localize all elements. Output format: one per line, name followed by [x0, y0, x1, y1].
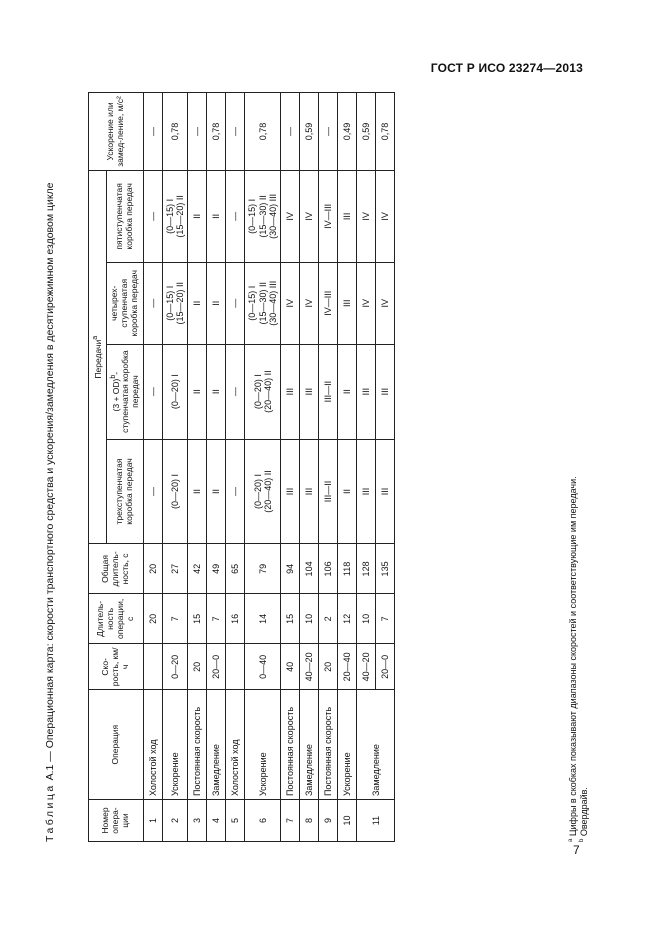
cell-gear3: III [300, 439, 319, 544]
cell-accel: 0,78 [207, 93, 226, 171]
cell-gear3: II [207, 439, 226, 544]
cell-gear5: III [338, 170, 357, 262]
cell-total-duration: 79 [245, 544, 281, 594]
table-row [226, 93, 245, 842]
table-row [281, 93, 300, 842]
cell-gear5: (0—15) I (15—30) II (30—40) III [245, 170, 281, 262]
cell-gear3od: III [281, 344, 300, 439]
cell-gear5: IV [281, 170, 300, 262]
cell-operation: Холостой ход [143, 690, 162, 800]
cell-speed [226, 644, 245, 690]
cell-accel: — [188, 93, 207, 171]
cell-gear3od: III—II [319, 344, 338, 439]
table-notes [568, 476, 590, 842]
cell-speed: 20 [319, 644, 338, 690]
cell-accel: — [143, 93, 162, 171]
col-total-duration: Общая длитель-ность, с [89, 544, 144, 594]
col-speed: Ско-рость, км/ч [89, 644, 144, 690]
cell-num: 8 [300, 800, 319, 842]
cell-operation: Замедление [207, 690, 226, 800]
cell-num: 2 [162, 800, 188, 842]
cell-op-duration: 16 [226, 594, 245, 644]
cell-gear3: III [281, 439, 300, 544]
cell-num: 6 [245, 800, 281, 842]
cell-total-duration: 65 [226, 544, 245, 594]
table-row [245, 93, 281, 842]
cell-total-duration: 128 [357, 544, 376, 594]
table-row [143, 93, 162, 842]
cell-gear3: II [188, 439, 207, 544]
cell-op-duration: 10 [300, 594, 319, 644]
cell-gear5: — [143, 170, 162, 262]
cell-gear4: — [143, 262, 162, 344]
cell-gear3od: — [226, 344, 245, 439]
cell-speed: 0—40 [245, 644, 281, 690]
col-gear3: трехступенчатая коробка передач [106, 439, 143, 544]
cell-gear4: IV [376, 262, 395, 344]
cell-num: 7 [281, 800, 300, 842]
cell-accel: — [319, 93, 338, 171]
cell-speed: 40 [281, 644, 300, 690]
cell-gear5: (0—15) I (15—20) II [162, 170, 188, 262]
cell-speed: 20—0 [207, 644, 226, 690]
cell-gear3: (0—20) I [162, 439, 188, 544]
col-gears-group: Передачи$^a$ [89, 170, 107, 544]
cell-op-duration: 7 [162, 594, 188, 644]
cell-speed: 0—20 [162, 644, 188, 690]
cell-gear3: III [357, 439, 376, 544]
cell-op-duration: 7 [207, 594, 226, 644]
cell-operation: Холостой ход [226, 690, 245, 800]
cell-operation: Постоянная скорость [188, 690, 207, 800]
caption-label: Таблица [44, 783, 56, 842]
cell-accel: 0,78 [162, 93, 188, 171]
cell-accel: 0,59 [357, 93, 376, 171]
cell-gear4: II [188, 262, 207, 344]
cell-gear3: III—II [319, 439, 338, 544]
cell-gear4: — [226, 262, 245, 344]
cell-gear3od: II [207, 344, 226, 439]
cell-total-duration: 49 [207, 544, 226, 594]
cell-gear5: II [207, 170, 226, 262]
cell-total-duration: 106 [319, 544, 338, 594]
cell-accel: 0,59 [300, 93, 319, 171]
table-row [357, 93, 376, 842]
cell-operation: Ускорение [162, 690, 188, 800]
cell-op-duration: 10 [357, 594, 376, 644]
table-row [188, 93, 207, 842]
cell-gear4: IV [281, 262, 300, 344]
cell-operation: Ускорение [338, 690, 357, 800]
col-gear3od: (3 + OD)$^b$-ступенчатая коробка передач [106, 344, 143, 439]
col-gear4: четырех-ступенчатая коробка передач [106, 262, 143, 344]
cell-accel: 0,78 [376, 93, 395, 171]
cell-gear5: II [188, 170, 207, 262]
cell-gear3: — [143, 439, 162, 544]
cell-total-duration: 135 [376, 544, 395, 594]
cell-op-duration: 15 [281, 594, 300, 644]
table-row [338, 93, 357, 842]
table-row [319, 93, 338, 842]
cell-num: 11 [357, 800, 395, 842]
cell-gear3od: II [188, 344, 207, 439]
cell-num: 4 [207, 800, 226, 842]
table-caption [44, 182, 56, 842]
cell-op-duration: 7 [376, 594, 395, 644]
cell-gear5: IV [357, 170, 376, 262]
caption-text: А.1 — Операционная карта: скорости транспортного средства и ускорения/замедления в десятирежимном ездовом цикле [44, 182, 56, 781]
cell-gear4: IV—III [319, 262, 338, 344]
cell-gear4: II [207, 262, 226, 344]
cell-gear4: (0—15) I (15—30) II (30—40) III [245, 262, 281, 344]
cell-num: 3 [188, 800, 207, 842]
cell-total-duration: 20 [143, 544, 162, 594]
note-a: $^a$ Цифры в скобках показывают диапазоны скоростей и соответствующие им передачи. [568, 476, 578, 842]
cell-op-duration: 15 [188, 594, 207, 644]
cell-gear3: (0—20) I (20—40) II [245, 439, 281, 544]
cell-operation: Постоянная скорость [319, 690, 338, 800]
cell-total-duration: 94 [281, 544, 300, 594]
cell-gear3od: III [357, 344, 376, 439]
cell-gear3od: — [143, 344, 162, 439]
col-operation: Операция [89, 690, 144, 800]
cell-gear4: IV [357, 262, 376, 344]
cell-accel: — [281, 93, 300, 171]
cell-accel: 0,78 [245, 93, 281, 171]
table-row [300, 93, 319, 842]
cell-total-duration: 27 [162, 544, 188, 594]
cell-gear5: — [226, 170, 245, 262]
operation-table [88, 92, 395, 842]
cell-speed: 20 [188, 644, 207, 690]
cell-operation: Замедление [357, 690, 395, 800]
cell-total-duration: 42 [188, 544, 207, 594]
cell-gear3: III [376, 439, 395, 544]
cell-gear3od: (0—20) I [162, 344, 188, 439]
cell-gear4: IV [300, 262, 319, 344]
cell-operation: Постоянная скорость [281, 690, 300, 800]
cell-num: 9 [319, 800, 338, 842]
cell-num: 10 [338, 800, 357, 842]
cell-op-duration: 20 [143, 594, 162, 644]
cell-accel: — [226, 93, 245, 171]
cell-op-duration: 12 [338, 594, 357, 644]
cell-speed: 20—40 [338, 644, 357, 690]
cell-gear4: III [338, 262, 357, 344]
cell-total-duration: 118 [338, 544, 357, 594]
cell-speed: 40—20 [300, 644, 319, 690]
document-header: ГОСТ Р ИСО 23274—2013 [430, 61, 583, 75]
table-row [207, 93, 226, 842]
cell-gear5: IV [376, 170, 395, 262]
cell-gear3od: (0—20) I (20—40) II [245, 344, 281, 439]
cell-operation: Ускорение [245, 690, 281, 800]
cell-speed: 40—20 [357, 644, 376, 690]
cell-gear3: — [226, 439, 245, 544]
page-number: 7 [573, 843, 580, 857]
cell-gear5: IV—III [319, 170, 338, 262]
cell-num: 5 [226, 800, 245, 842]
col-accel: Ускорение или замед-ление, м/с² [89, 93, 144, 171]
cell-gear3od: III [300, 344, 319, 439]
cell-op-duration: 14 [245, 594, 281, 644]
col-op-duration: Длитель-ность операции, с [89, 594, 144, 644]
cell-gear3od: II [338, 344, 357, 439]
cell-op-duration: 2 [319, 594, 338, 644]
cell-gear3: II [338, 439, 357, 544]
note-b: $^b$ Овердрайв. [578, 787, 589, 842]
cell-speed [143, 644, 162, 690]
rotated-table-block [44, 82, 604, 842]
cell-gear3od: III [376, 344, 395, 439]
cell-accel: 0,49 [338, 93, 357, 171]
cell-speed: 20—0 [376, 644, 395, 690]
cell-total-duration: 104 [300, 544, 319, 594]
cell-gear5: IV [300, 170, 319, 262]
col-gear5: пятиступенчатая коробка передач [106, 170, 143, 262]
table-row [162, 93, 188, 842]
col-num: Номер опера-ции [89, 800, 144, 842]
table-body [143, 93, 395, 842]
cell-gear4: (0—15) I (15—20) II [162, 262, 188, 344]
cell-operation: Замедление [300, 690, 319, 800]
cell-num: 1 [143, 800, 162, 842]
